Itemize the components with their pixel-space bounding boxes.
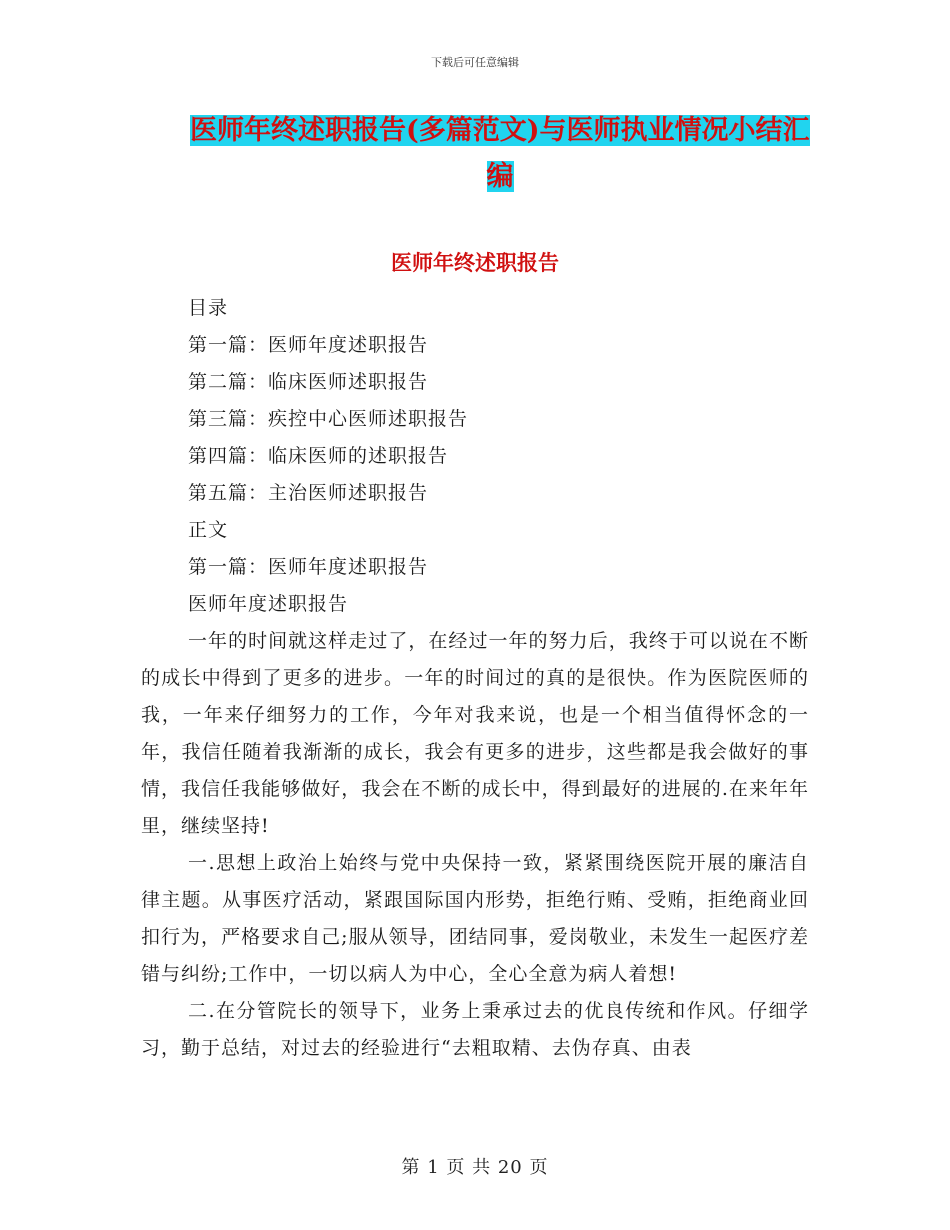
page-footer: 第 1 页 共 20 页 bbox=[401, 1157, 549, 1178]
body-paragraph: 二.在分管院长的领导下，业务上秉承过去的优良传统和作风。仔细学习，勤于总结，对过去的经验进行“去粗取精、去伪存真、由表 bbox=[141, 1000, 809, 1059]
toc-item: 第三篇：疾控中心医师述职报告 bbox=[188, 408, 469, 430]
section-title: 医师年终述职报告 bbox=[391, 250, 559, 275]
toc-heading: 目录 bbox=[188, 297, 229, 319]
body-paragraph: 一.思想上政治上始终与党中央保持一致，紧紧围绕医院开展的廉洁自律主题。从事医疗活动，紧跟国际国内形势，拒绝行贿、受贿，拒绝商业回扣行为，严格要求自己;服从领导，团结同事，爱岗敬业，未发生一起医疗差错与纠纷;工作中，一切以病人为中心，全心全意为病人着想! bbox=[141, 852, 809, 985]
toc-item: 第一篇：医师年度述职报告 bbox=[188, 334, 429, 356]
document-title-line2: 编 bbox=[486, 161, 514, 192]
toc-item: 第五篇：主治医师述职报告 bbox=[188, 482, 429, 504]
body-paragraph: 一年的时间就这样走过了，在经过一年的努力后，我终于可以说在不断的成长中得到了更多的进步。一年的时间过的真的是很快。作为医院医师的我，一年来仔细努力的工作，今年对我来说，也是一个相当值得怀念的一年，我信任随着我渐渐的成长，我会有更多的进步，这些都是我会做好的事情，我信任我能够做好，我会在不断的成长中，得到最好的进展的.在来年年里，继续坚持! bbox=[141, 630, 809, 837]
document-body bbox=[141, 290, 809, 1067]
document-title bbox=[190, 108, 810, 200]
chapter-title: 医师年度述职报告 bbox=[188, 593, 349, 615]
body-heading: 正文 bbox=[188, 519, 229, 541]
page-header: 下载后可任意编辑 bbox=[431, 56, 519, 69]
toc-item: 第四篇：临床医师的述职报告 bbox=[188, 445, 449, 467]
document-title-line1: 医师年终述职报告(多篇范文)与医师执业情况小结汇 bbox=[190, 115, 810, 146]
toc-item: 第二篇：临床医师述职报告 bbox=[188, 371, 429, 393]
chapter-heading: 第一篇：医师年度述职报告 bbox=[188, 556, 429, 578]
